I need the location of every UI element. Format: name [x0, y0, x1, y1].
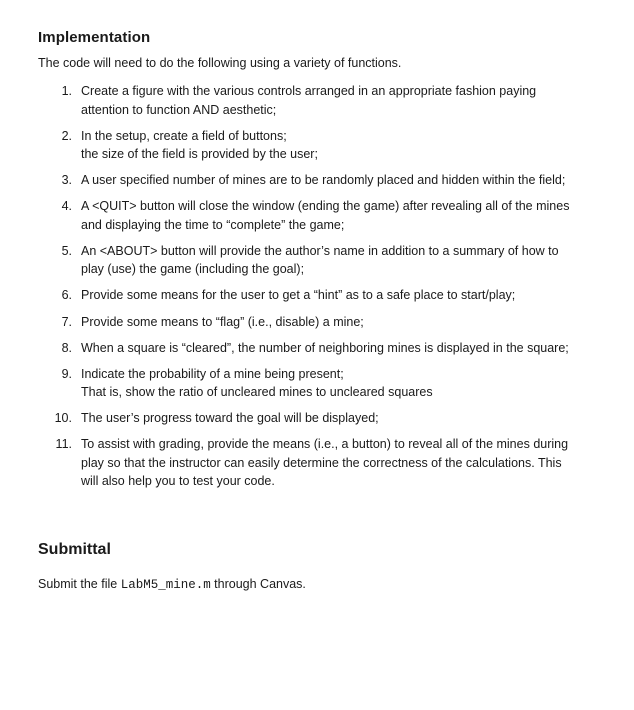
list-item [38, 82, 608, 119]
list-item [38, 313, 608, 332]
list-item-number: 9. [61, 366, 72, 381]
list-item-number: 5. [61, 243, 72, 258]
list-item-text-line: and displaying the time to “complete” the game; [81, 217, 345, 232]
list-item-number: 11. [55, 437, 72, 452]
list-item-text-line: play so that the instructor can easily determine the correctness of the calculations. This [81, 455, 562, 470]
list-item [38, 127, 608, 164]
list-item-text-line: the size of the field is provided by the user; [81, 147, 318, 162]
list-item-text-line: attention to function AND aesthetic; [81, 102, 277, 117]
list-item [38, 242, 608, 279]
list-item-text-line: Indicate the probability of a mine being present; [81, 366, 344, 381]
list-item-text-line: The user’s progress toward the goal will be displayed; [81, 411, 379, 426]
list-item-text-line: play (use) the game (including the goal); [81, 262, 305, 277]
list-item-number: 8. [61, 340, 72, 355]
submittal-filename: LabM5_mine.m [120, 578, 211, 592]
submittal-instruction [38, 576, 306, 594]
list-item-text-line: A <QUIT> button will close the window (ending the game) after revealing all of the mines [81, 199, 570, 214]
list-item-text-line: To assist with grading, provide the means (i.e., a button) to reveal all of the mines during [81, 437, 569, 452]
implementation-intro: The code will need to do the following using a variety of functions. [38, 56, 402, 70]
list-item [38, 435, 608, 491]
list-item-number: 6. [61, 288, 72, 303]
list-item-text-line: will also help you to test your code. [81, 474, 275, 489]
list-item-text-line: A user specified number of mines are to be randomly placed and hidden within the field; [81, 173, 566, 188]
list-item [38, 339, 608, 358]
list-item-number: 10. [54, 411, 72, 426]
submittal-heading: Submittal [38, 541, 111, 558]
list-item-text-line: In the setup, create a field of buttons; [81, 128, 287, 143]
list-item-text-line: When a square is “cleared”, the number of neighboring mines is displayed in the square; [81, 340, 569, 355]
list-item-text-line: Provide some means for the user to get a “hint” as to a safe place to start/play; [81, 288, 516, 303]
list-item-number: 3. [61, 173, 72, 188]
list-item-number: 4. [61, 199, 72, 214]
list-item [38, 171, 608, 190]
list-item-text-line: Create a figure with the various controls arranged in an appropriate fashion paying [81, 84, 537, 98]
list-item-text-line: Provide some means to “flag” (i.e., disable) a mine; [81, 314, 364, 329]
implementation-heading: Implementation [38, 29, 151, 46]
requirements-list [38, 82, 608, 499]
list-item-text-line: An <ABOUT> button will provide the author’s name in addition to a summary of how to [81, 243, 559, 258]
list-item-number: 7. [61, 314, 72, 329]
list-item-number: 1. [61, 84, 72, 98]
list-item [38, 197, 608, 234]
list-item-text-line: That is, show the ratio of uncleared mines to uncleared squares [81, 385, 433, 400]
list-item [38, 365, 608, 402]
list-item [38, 409, 608, 428]
list-item-number: 2. [61, 128, 72, 143]
list-item [38, 286, 608, 305]
submittal-text-after: through Canvas. [210, 577, 306, 591]
submittal-text-before: Submit the file [38, 577, 121, 591]
